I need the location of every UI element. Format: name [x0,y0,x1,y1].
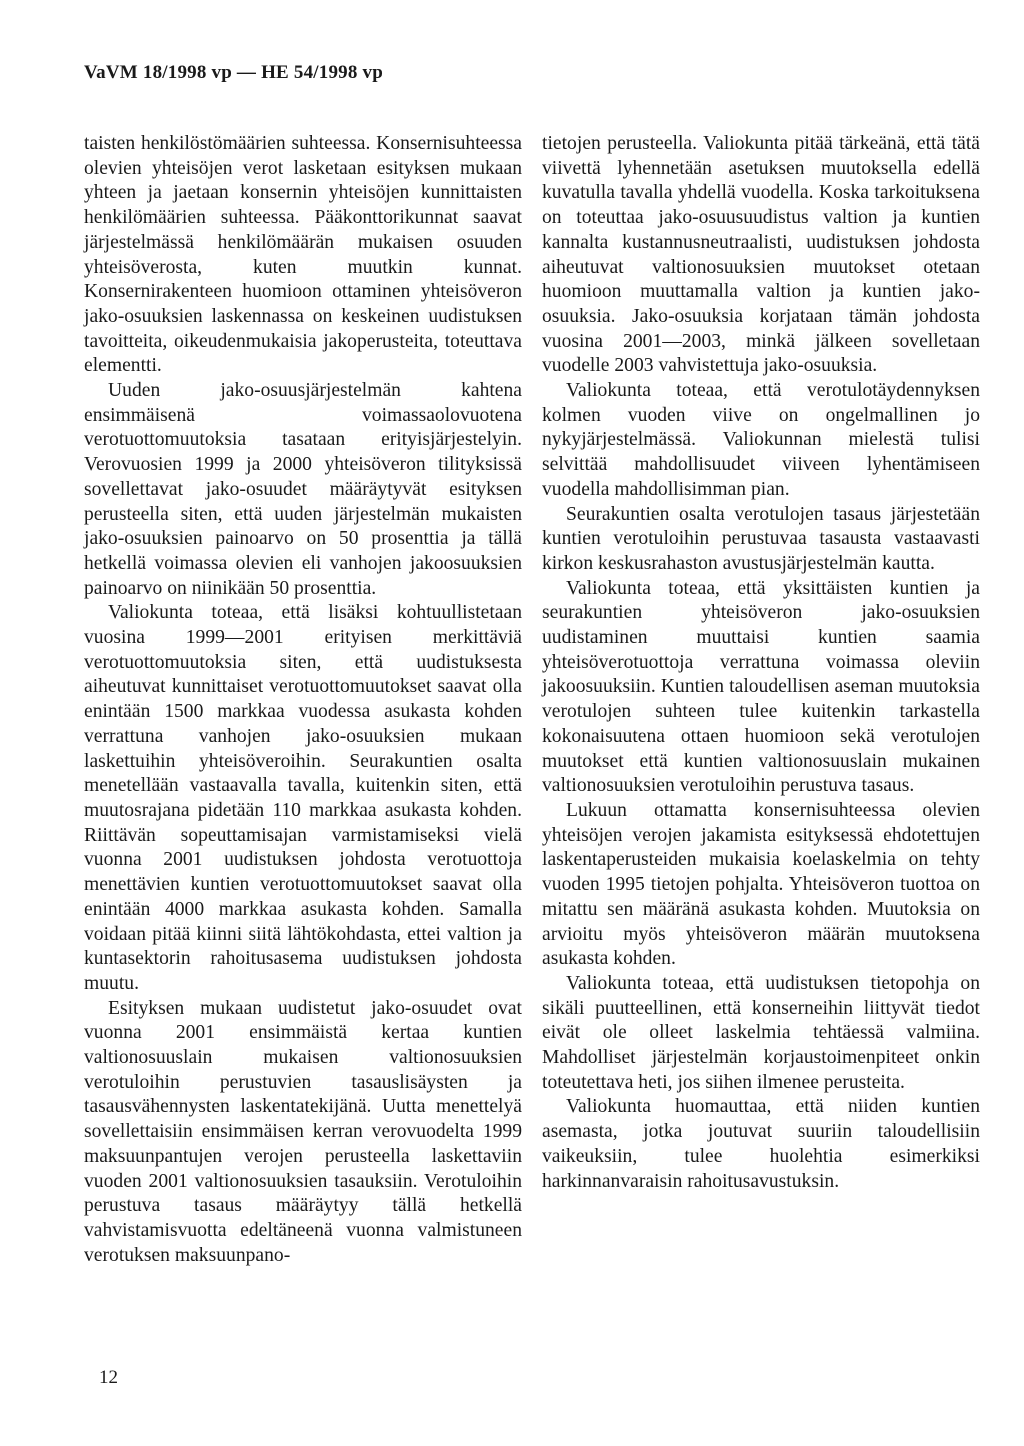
paragraph: Esityksen mukaan uudistetut jako-osuudet ovat vuonna 2001 ensimmäistä kertaa kuntien valtionosuuslain mukaisen valtionosuuksien verotuloihin perustuvien tasauslisäysten ja tasausvähennysten laskentatekijänä. Uutta menettelyä sovellettaisiin ensimmäisen kerran verovuodelta 1999 maksuunpantujen verojen perusteella laskettaviin vuoden 2001 valtionosuuksien tasauksiin. Verotuloihin perustuva tasaus määräytyy tällä hetkellä vahvistamisvuotta edeltäneenä vuonna valmistuneen verotuksen maksuunpano- [84,997,522,1266]
page-number: 12 [99,1367,118,1388]
right-column [542,132,980,1194]
paragraph: Seurakuntien osalta verotulojen tasaus järjestetään kuntien verotuloihin perustuvaa tasausta vastaavasti kirkon keskusrahaston avustusjärjestelmän kautta. [542,503,980,574]
paragraph: Valiokunta toteaa, että verotulotäydennyksen kolmen vuoden viive on ongelmallinen jo nykyjärjestelmässä. Valiokunnan mielestä tulisi selvittää mahdollisuudet viiveen lyhentämiseen vuodella mahdollisimman pian. [542,380,980,500]
paragraph: Valiokunta huomauttaa, että niiden kuntien asemasta, jotka joutuvat suuriin taloudellisiin vaikeuksiin, tulee huolehtia esimerkiksi harkinnanvaraisin rahoitusavustuksin. [542,1096,980,1192]
paragraph: Uuden jako-osuusjärjestelmän kahtena ensimmäisenä voimassaolovuotena verotuottomuutoksia tasataan erityisjärjestelyin. Verovuosien 1999 ja 2000 yhteisöveron tilityksissä sovellettavat jako-osuudet määräytyvät esityksen perusteella siten, että uuden järjestelmän mukaisten jako-osuuksien painoarvo on 50 prosenttia ja tällä hetkellä voimassa olevien eli vanhojen jakoosuuksien painoarvo on niinikään 50 prosenttia. [84,380,522,599]
running-header: VaVM 18/1998 vp — HE 54/1998 vp [84,62,383,83]
paragraph: Valiokunta toteaa, että lisäksi kohtuullistetaan vuosina 1999—2001 erityisen merkittäviä verotuottomuutoksia siten, että uudistuksesta aiheutuvat kunnittaiset verotuottomuutokset saavat olla enintään 1500 markkaa vuodessa asukasta kohden verrattuna vanhojen jako-osuuksien mukaan laskettuihin yhteisöveroihin. Seurakuntien osalta menetellään vastaavalla tavalla, kuitenkin siten, että muutosrajana pidetään 110 markkaa asukasta kohden. Riittävän sopeuttamisajan varmistamiseksi vielä vuonna 2001 uudistuksen johdosta verotuottoja menettävien kuntien verotuottomuutokset saavat olla enintään 4000 markkaa asukasta kohden. Samalla voidaan pitää kiinni siitä lähtökohdasta, ettei valtion ja kuntasektorin rahoitusasema uudistuksen johdosta muutu. [84,602,522,994]
paragraph: Valiokunta toteaa, että yksittäisten kuntien ja seurakuntien yhteisöveron jako-osuuksien uudistaminen muuttaisi kuntien saamia yhteisöverotuottoja verrattuna voimassa oleviin jakoosuuksiin. Kuntien taloudellisen aseman muutoksia verotulojen suhteen tulee kuitenkin tarkastella kokonaisuutena ottaen huomioon sekä verotulojen muutokset että kuntien valtionosuuslain mukainen valtionosuuksien verotuloihin perustuva tasaus. [542,577,980,797]
paragraph: Valiokunta toteaa, että uudistuksen tietopohja on sikäli puutteellinen, että konserneihin liittyvät tiedot eivät ole olleet laskelmia tehtäessä valmiina. Mahdolliset järjestelmän korjaustoimenpiteet onkin toteutettava heti, jos siihen ilmenee perusteita. [542,972,980,1093]
left-column [84,132,522,1268]
paragraph: tietojen perusteella. Valiokunta pitää tärkeänä, että tätä viivettä lyhennetään asetuksen muutoksella edellä kuvatulla tavalla yhdellä vuodella. Koska tarkoituksena on toteuttaa jako-osuusuudistus valtion ja kuntien kannalta kustannusneutraalisti, uudistuksen johdosta aiheutuvat valtionosuuksien muutokset otetaan huomioon muuttamalla valtion ja kuntien jako-osuuksia. Jako-osuuksia korjataan tämän johdosta vuosina 2001—2003, minkä jälkeen sovelletaan vuodelle 2003 vahvistettuja jako-osuuksia. [542,133,980,377]
paragraph: taisten henkilöstömäärien suhteessa. Konsernisuhteessa olevien yhteisöjen verot lasketaan esityksen mukaan yhteen ja jaetaan konsernin yhteisöjen kunnittaisten henkilömäärien suhteessa. Pääkonttorikunnat saavat järjestelmässä henkilömäärän mukaisen osuuden yhteisöverosta, kuten muutkin kunnat. Konsernirakenteen huomioon ottaminen yhteisöveron jako-osuuksien laskennassa on keskeinen uudistuksen tavoitteita, oikeudenmukaisia jakoperusteita, toteuttava elementti. [84,133,522,377]
paragraph: Lukuun ottamatta konsernisuhteessa olevien yhteisöjen verojen jakamista esityksessä ehdotettujen laskentaperusteiden mukaisia koelaskelmia on tehty vuoden 1995 tietojen pohjalta. Yhteisöveron tuottoa on mitattu sen määränä asukasta kohden. Muutoksia on arvioitu myös yhteisöveron määrän muutoksena asukasta kohden. [542,799,980,970]
